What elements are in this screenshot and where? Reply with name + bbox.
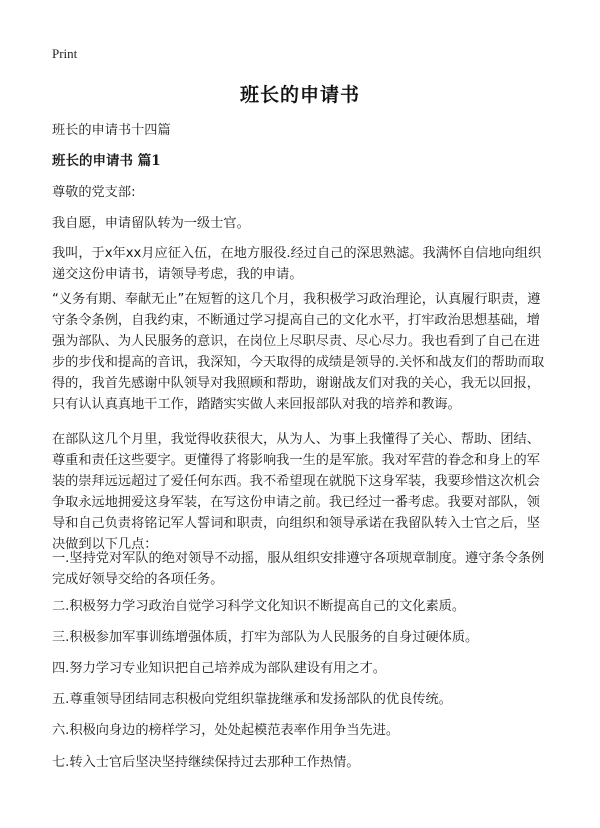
list-item-7: 七.转入士官后坚决坚持继续保持过去那种工作热情。 [52, 755, 360, 770]
list-item-6: 六.积极向身边的榜样学习，处处起模范表率作用争当先进。 [52, 723, 400, 738]
paragraph-1: 我自愿，申请留队转为一级士官。 [52, 216, 250, 231]
list-item-2: 二.积极努力学习政治自觉学习科学文化知识不断提高自己的文化素质。 [52, 599, 466, 614]
list-item-4: 四.努力学习专业知识把自己培养成为部队建设有用之才。 [52, 661, 386, 676]
section-heading: 班长的申请书 篇1 [52, 153, 161, 169]
paragraph-4: 在部队这几个月里，我觉得收获很大，从为人、为事上我懂得了关心、帮助、团结、尊重和责任这些要字。更懂得了将影响我一生的是军旅。我对军营的眷念和身上的军装的崇拜远远超过了爱任何东西。我不希望现在就脱下这身军装，我要珍惜这次机会争取永远地拥爱这身军装，在写这份申请之前。我已经过一番考虑。我要对部队，领导和自己负责将铭记军人誓词和职责，向组织和领导承诺在我留队转入士官之后，坚决做到以下几点： [52, 432, 540, 552]
subtitle: 班长的申请书十四篇 [52, 123, 171, 138]
list-item-3: 三.积极参加军事训练增强体质，打牢为部队为人民服务的自身过硬体质。 [52, 630, 479, 645]
salutation: 尊敬的党支部: [52, 185, 136, 200]
paragraph-2: 我叫，于x年xx月应征入伍，在地方服役.经过自己的深思熟滤。我满怀自信地向组织递交这份申请书，请领导考虑，我的申请。 [52, 246, 542, 282]
list-item-1: 一.坚持党对军队的绝对领导不动摇，服从组织安排遵守各项规章制度。遵守条令条例完成好领导交给的各项任务。 [52, 551, 545, 587]
print-link[interactable]: Print [52, 46, 78, 61]
page-title: 班长的申请书 [239, 84, 360, 106]
paragraph-3: “义务有期、奉献无止”在短暂的这几个月，我积极学习政治理论，认真履行职责，遵守条令条例，自我约束，不断通过学习提高自己的文化水平，打牢政治思想基础，增强为部队、为人民服务的意识，在岗位上尽职尽责、尽心尽力。我也看到了自己在进步的步伐和提高的音讯，我深知，今天取得的成绩是领导的.关怀和战友们的帮助而取得的，我首先感谢中队领导对我照顾和帮助，谢谢战友们对我的关心，我无以回报，只有认认真真地干工作，踏踏实实做人来回报部队对我的培养和教诲。 [52, 292, 545, 412]
list-item-5: 五.尊重领导团结同志积极向党组织靠拢继承和发扬部队的优良传统。 [52, 692, 452, 707]
